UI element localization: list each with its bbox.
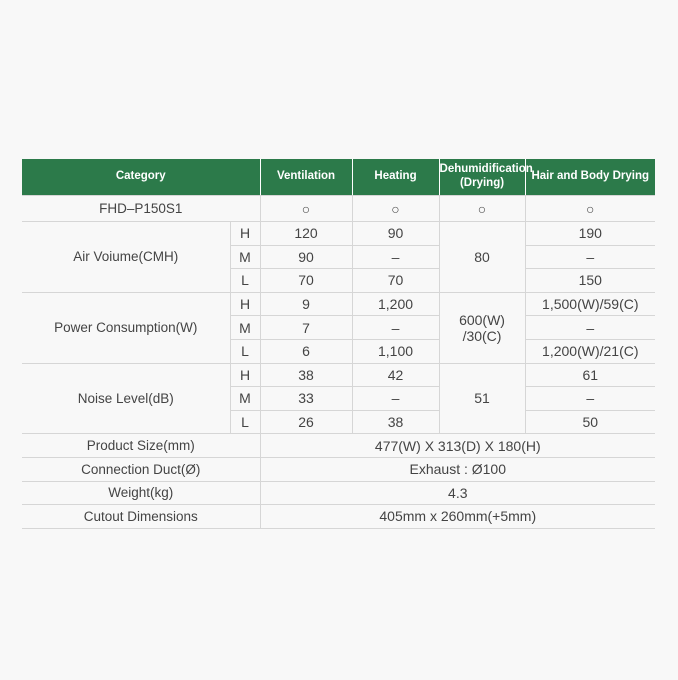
air-volume-hair-h: 190	[525, 222, 655, 246]
noise-vent-m: 33	[260, 387, 352, 411]
air-volume-heat-l: 70	[352, 269, 439, 293]
air-volume-vent-h: 120	[260, 222, 352, 246]
power-heat-l: 1,100	[352, 339, 439, 363]
air-volume-hair-l: 150	[525, 269, 655, 293]
noise-row-h	[22, 363, 655, 387]
header-ventilation: Ventilation	[260, 159, 352, 196]
power-label: Power Consumption(W)	[22, 292, 230, 363]
power-dehumid	[439, 292, 525, 363]
model-mark-heating: ○	[352, 196, 439, 222]
noise-dehumid: 51	[439, 363, 525, 434]
level-h: H	[230, 292, 260, 316]
model-mark-ventilation: ○	[260, 196, 352, 222]
header-row	[22, 159, 655, 196]
model-mark-dehumid: ○	[439, 196, 525, 222]
header-dehumidification	[439, 159, 533, 196]
power-row-h	[22, 292, 655, 316]
level-m: M	[230, 316, 260, 340]
cutout-value: 405mm x 260mm(+5mm)	[260, 505, 655, 529]
header-hair-body-drying: Hair and Body Drying	[525, 159, 655, 196]
weight-value: 4.3	[260, 481, 655, 505]
level-h: H	[230, 222, 260, 246]
level-m: M	[230, 245, 260, 269]
model-mark-hair: ○	[525, 196, 655, 222]
noise-heat-m: –	[352, 387, 439, 411]
air-volume-vent-m: 90	[260, 245, 352, 269]
product-size-value: 477(W) X 313(D) X 180(H)	[260, 434, 655, 458]
level-l: L	[230, 410, 260, 434]
noise-hair-m: –	[525, 387, 655, 411]
spec-table	[22, 159, 655, 529]
level-l: L	[230, 269, 260, 293]
air-volume-heat-m: –	[352, 245, 439, 269]
noise-vent-h: 38	[260, 363, 352, 387]
level-h: H	[230, 363, 260, 387]
power-vent-h: 9	[260, 292, 352, 316]
connection-duct-label: Connection Duct(Ø)	[22, 457, 260, 481]
weight-row	[22, 481, 655, 505]
power-hair-l: 1,200(W)/21(C)	[525, 339, 655, 363]
noise-vent-l: 26	[260, 410, 352, 434]
noise-hair-h: 61	[525, 363, 655, 387]
model-row	[22, 196, 655, 222]
power-vent-m: 7	[260, 316, 352, 340]
model-name: FHD–P150S1	[22, 196, 260, 222]
power-vent-l: 6	[260, 339, 352, 363]
power-hair-m: –	[525, 316, 655, 340]
header-heating: Heating	[352, 159, 439, 196]
header-dehumid-line2: (Drying)	[459, 177, 505, 189]
power-heat-h: 1,200	[352, 292, 439, 316]
power-heat-m: –	[352, 316, 439, 340]
air-volume-label: Air Voiume(CMH)	[22, 222, 230, 293]
header-dehumid-line1: Dehumidification	[439, 163, 533, 176]
air-volume-vent-l: 70	[260, 269, 352, 293]
air-volume-dehumid: 80	[439, 222, 525, 293]
weight-label: Weight(kg)	[22, 481, 260, 505]
level-m: M	[230, 387, 260, 411]
product-size-label: Product Size(mm)	[22, 434, 260, 458]
power-dehumid-line2: /30(C)	[462, 327, 502, 344]
noise-heat-h: 42	[352, 363, 439, 387]
noise-label: Noise Level(dB)	[22, 363, 230, 434]
air-volume-hair-m: –	[525, 245, 655, 269]
cutout-row	[22, 505, 655, 529]
power-hair-h: 1,500(W)/59(C)	[525, 292, 655, 316]
air-volume-row-h	[22, 222, 655, 246]
connection-duct-row	[22, 457, 655, 481]
power-dehumid-line1: 600(W)	[459, 311, 505, 328]
noise-heat-l: 38	[352, 410, 439, 434]
level-l: L	[230, 339, 260, 363]
connection-duct-value: Exhaust : Ø100	[260, 457, 655, 481]
noise-hair-l: 50	[525, 410, 655, 434]
cutout-label: Cutout Dimensions	[22, 505, 260, 529]
product-size-row	[22, 434, 655, 458]
header-category: Category	[22, 159, 260, 196]
air-volume-heat-h: 90	[352, 222, 439, 246]
